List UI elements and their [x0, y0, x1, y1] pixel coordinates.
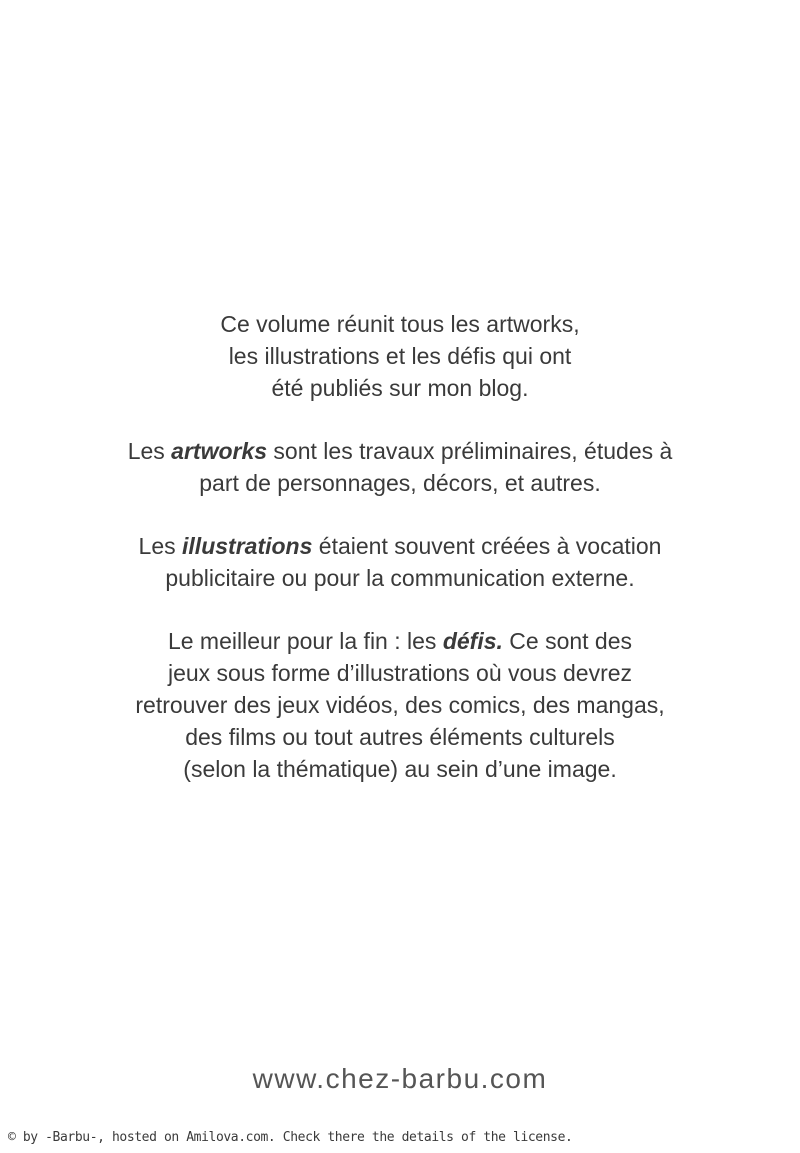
text-line: été publiés sur mon blog.: [271, 375, 529, 401]
text-line: jeux sous forme d’illustrations où vous devrez: [167, 660, 633, 686]
text-line: des films ou tout autres éléments culturels: [185, 724, 615, 750]
emphasis-illustrations: illustrations: [182, 533, 313, 559]
license-credit: © by -Barbu-, hosted on Amilova.com. Check there the details of the license.: [8, 1130, 573, 1145]
website-url: www.chez-barbu.com: [252, 1063, 548, 1094]
text-line: [0, 625, 800, 657]
text-line: les illustrations et les défis qui ont: [228, 343, 572, 369]
text-line: [0, 435, 800, 467]
paragraph-defis: [0, 625, 800, 785]
text-segment: Le meilleur pour la fin : les: [167, 628, 443, 654]
intro-text-block: [0, 308, 800, 816]
text-segment: Les: [127, 438, 172, 464]
text-line: (selon la thématique) au sein d’une image.: [183, 756, 617, 782]
text-segment: étaient souvent créées à vocation: [312, 533, 662, 559]
text-segment: sont les travaux préliminaires, études à: [267, 438, 673, 464]
paragraph-illustrations: [0, 530, 800, 594]
text-segment: Les: [138, 533, 183, 559]
text-line: [0, 530, 800, 562]
emphasis-artworks: artworks: [171, 438, 268, 464]
text-line: Ce volume réunit tous les artworks,: [220, 311, 580, 337]
paragraph-volume-intro: [0, 308, 800, 404]
paragraph-artworks: [0, 435, 800, 499]
text-line: publicitaire ou pour la communication externe.: [165, 565, 635, 591]
text-segment: Ce sont des: [502, 628, 633, 654]
emphasis-defis: défis.: [442, 628, 503, 654]
text-line: part de personnages, décors, et autres.: [199, 470, 601, 496]
text-line: retrouver des jeux vidéos, des comics, des mangas,: [135, 692, 665, 718]
